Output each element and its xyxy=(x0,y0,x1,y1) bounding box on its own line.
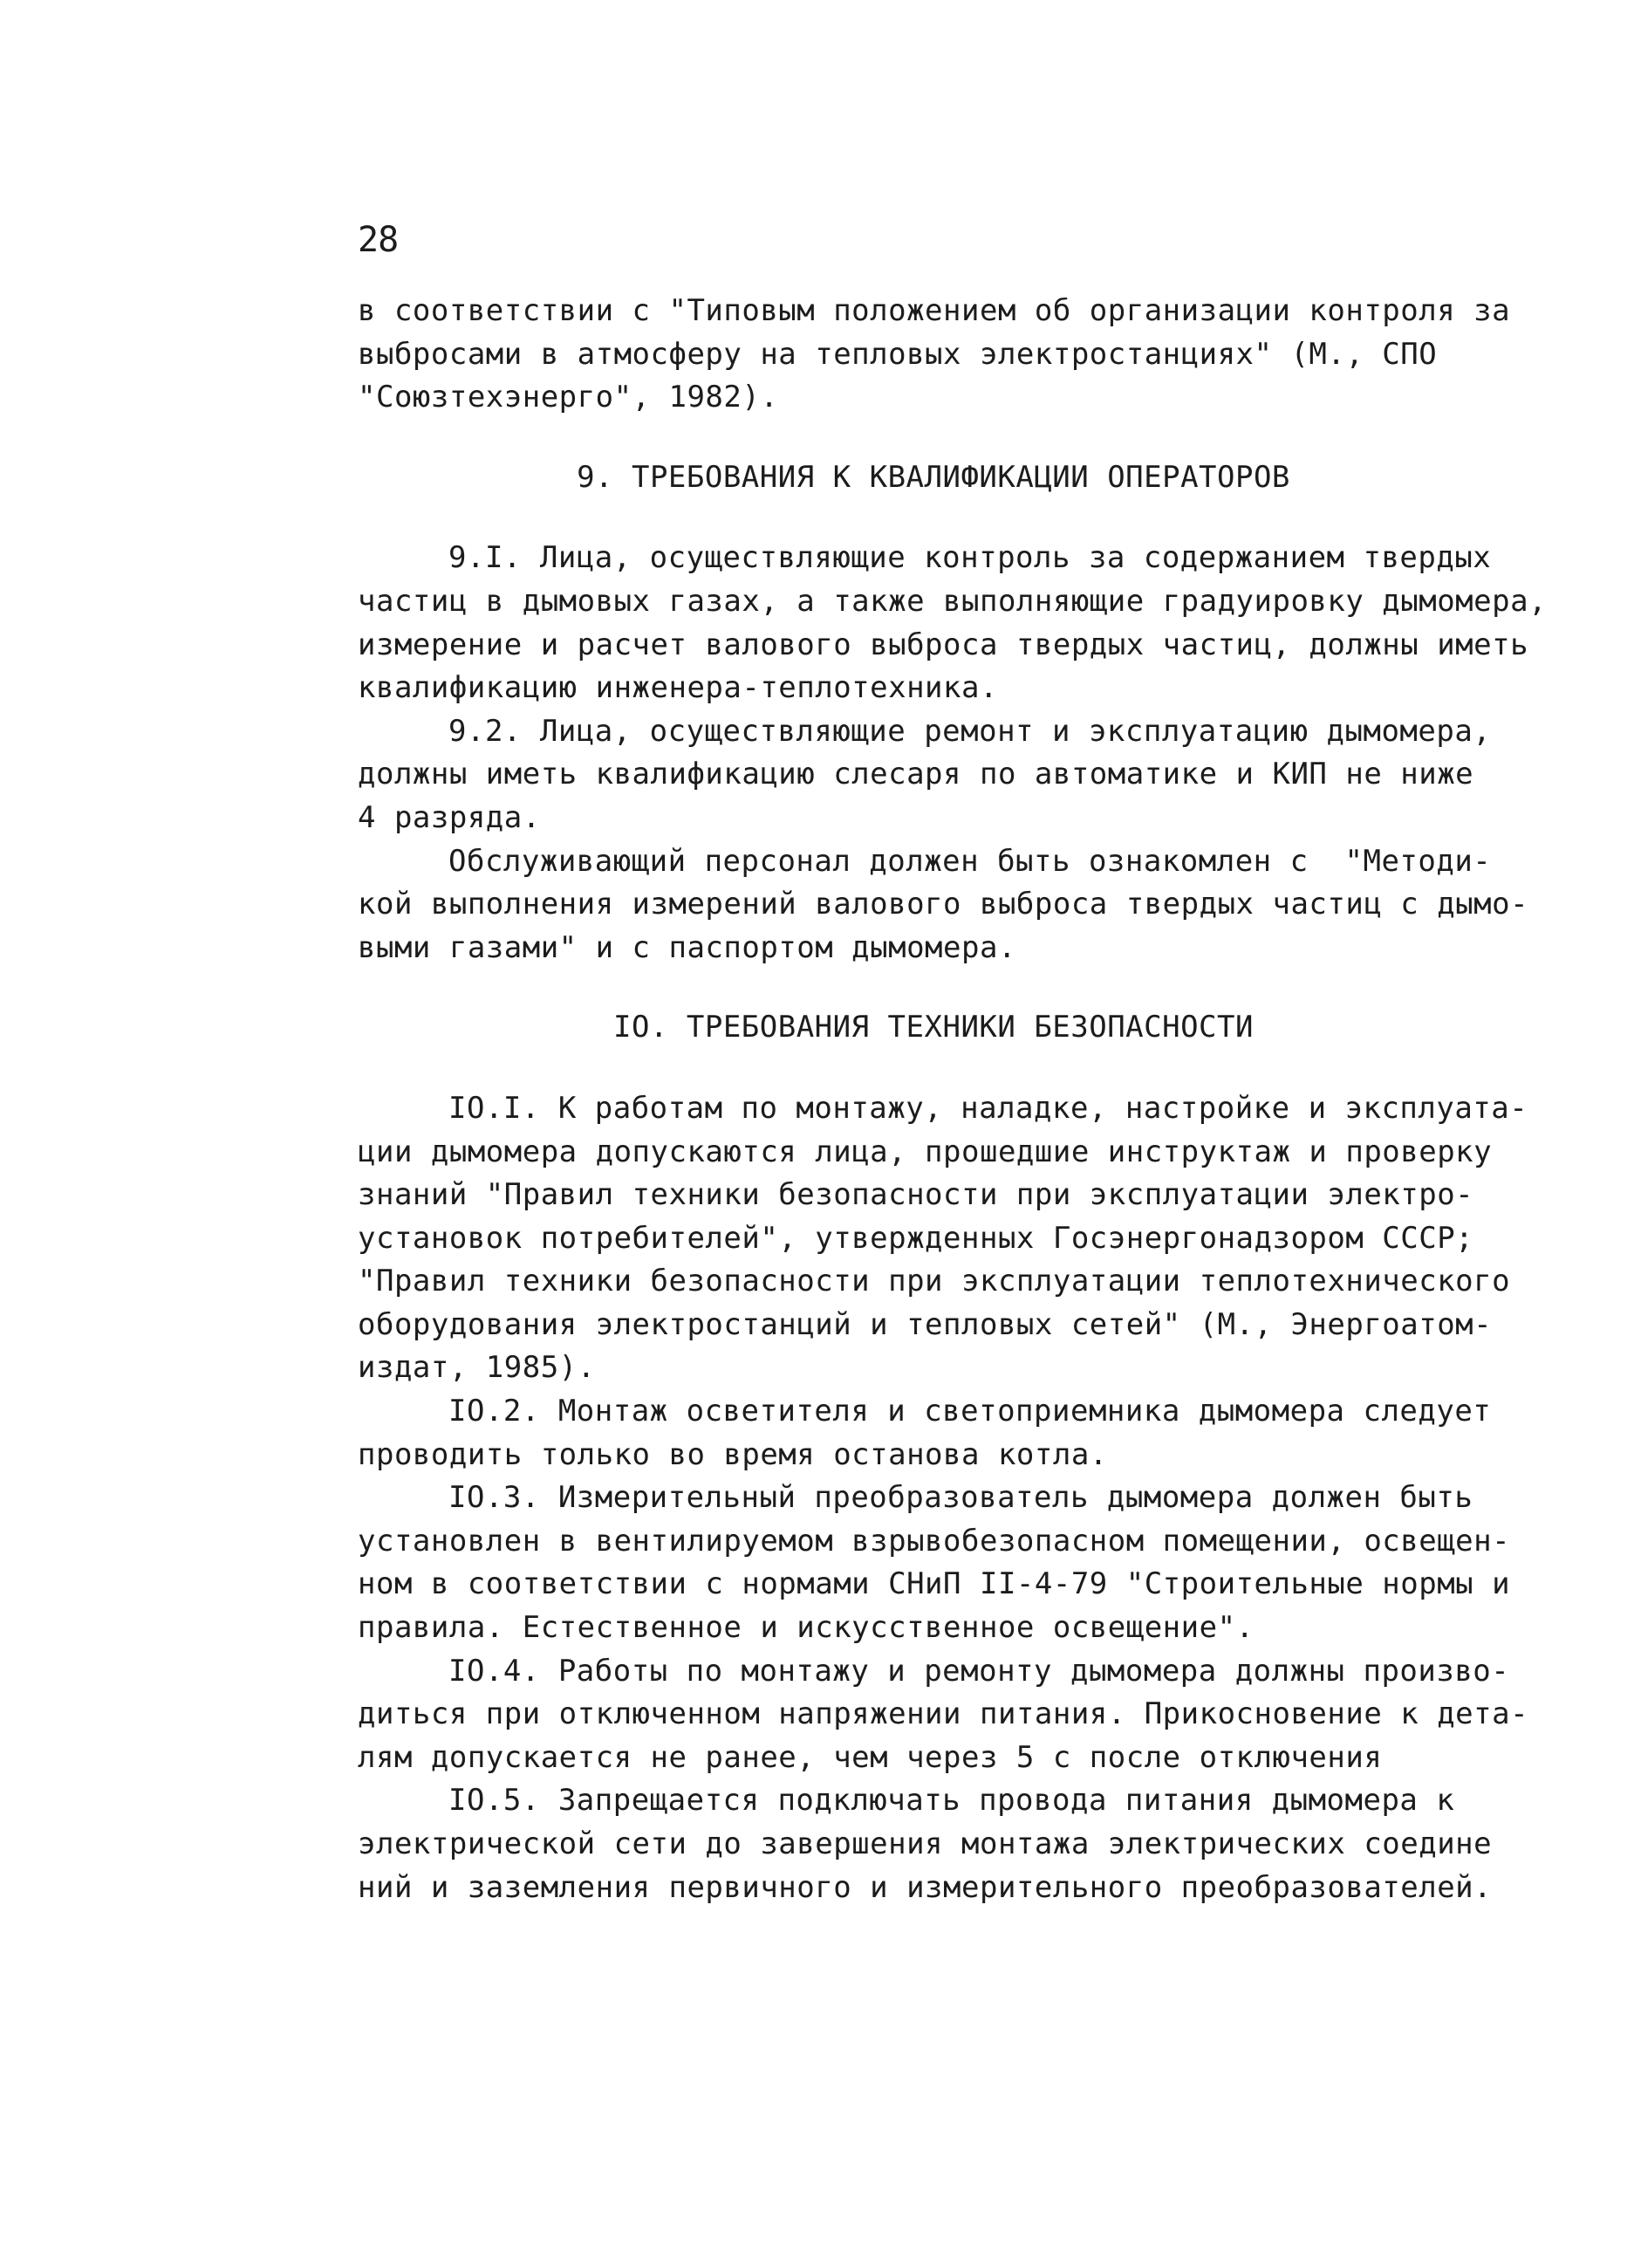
section-10-paragraph-3 xyxy=(358,1477,1509,1649)
text-line: IO.2. Монтаж осветителя и светоприемника дымомера следует xyxy=(448,1394,1492,1429)
text-line: "Союзтехэнерго", 1982). xyxy=(358,380,779,415)
text-line: правила. Естественное и искусственное освещение". xyxy=(358,1610,1255,1646)
text-line: установок потребителей", утвержденных Госэнергонадзором СССР; xyxy=(358,1220,1474,1256)
document-body xyxy=(358,290,1548,1909)
section-9-paragraph-2 xyxy=(358,710,1509,840)
text-line: частиц в дымовых газах, а также выполняющие градуировку дымомера, xyxy=(358,583,1548,619)
section-9-heading: 9. ТРЕБОВАНИЯ К КВАЛИФИКАЦИИ ОПЕРАТОРОВ xyxy=(577,459,1290,495)
text-line: квалификацию инженера-теплотехника. xyxy=(358,670,998,706)
text-line: электрической сети до завершения монтажа электрических соедине xyxy=(358,1826,1493,1861)
text-line: проводить только во время останова котла. xyxy=(358,1436,1108,1472)
text-line: издат, 1985). xyxy=(358,1350,596,1386)
text-line: IO.5. Запрещается подключать провода питания дымомера к xyxy=(448,1783,1455,1819)
section-9-paragraph-1 xyxy=(358,537,1548,709)
page-number: 28 xyxy=(358,220,399,260)
section-9-paragraph-3 xyxy=(358,840,1529,970)
text-line: IO.4. Работы по монтажу и ремонту дымомера должны произво- xyxy=(448,1653,1510,1689)
text-line: кой выполнения измерений валового выброса твердых частиц с дымо- xyxy=(358,887,1529,922)
text-line: "Правил техники безопасности при эксплуатации теплотехнического xyxy=(358,1264,1511,1299)
text-line: установлен в вентилируемом взрывобезопасном помещении, освещен- xyxy=(358,1523,1511,1559)
text-line: диться при отключенном напряжении питания. Прикосновение к дета- xyxy=(358,1696,1529,1732)
text-line: лям допускается не ранее, чем через 5 с после отключения xyxy=(358,1739,1383,1775)
text-line: 9.I. Лица, осуществляющие контроль за содержанием твердых xyxy=(448,540,1492,576)
intro-paragraph xyxy=(358,290,1509,420)
text-line: 4 разряда. xyxy=(358,799,541,835)
section-10-paragraph-1 xyxy=(358,1087,1528,1390)
text-line: выбросами в атмосферу на тепловых электростанциях" (М., СПО xyxy=(358,336,1438,372)
section-10-paragraph-5 xyxy=(358,1779,1509,1909)
text-line: в соответствии с "Типовым положением об организации контроля за xyxy=(358,293,1511,328)
text-line: должны иметь квалификацию слесаря по автоматике и КИП не ниже xyxy=(358,757,1474,792)
text-line: измерение и расчет валового выброса твердых частиц, должны иметь xyxy=(358,627,1529,662)
text-line: оборудования электростанций и тепловых сетей" (М., Энергоатом- xyxy=(358,1306,1493,1342)
section-10-paragraph-2 xyxy=(358,1390,1509,1477)
text-line: 9.2. Лица, осуществляющие ремонт и эксплуатацию дымомера, xyxy=(448,713,1492,749)
text-line: Обслуживающий персонал должен быть ознакомлен с "Методи- xyxy=(448,843,1492,879)
text-line: знаний "Правил техники безопасности при эксплуатации электро- xyxy=(358,1177,1474,1213)
section-10-paragraph-4 xyxy=(358,1650,1529,1780)
text-line: ном в соответствии с нормами СНиП II-4-79 "Строительные нормы и xyxy=(358,1566,1511,1602)
text-line: выми газами" и с паспортом дымомера. xyxy=(358,929,1016,965)
text-line: IO.I. К работам по монтажу, наладке, настройке и эксплуата- xyxy=(448,1090,1528,1126)
text-line: IO.3. Измерительный преобразователь дымомера должен быть xyxy=(448,1480,1473,1516)
section-10-heading: IO. ТРЕБОВАНИЯ ТЕХНИКИ БЕЗОПАСНОСТИ xyxy=(613,1010,1254,1045)
text-line: ний и заземления первичного и измерительного преобразователей. xyxy=(358,1869,1493,1905)
text-line: ции дымомера допускаются лица, прошедшие инструктаж и проверку xyxy=(358,1134,1493,1169)
